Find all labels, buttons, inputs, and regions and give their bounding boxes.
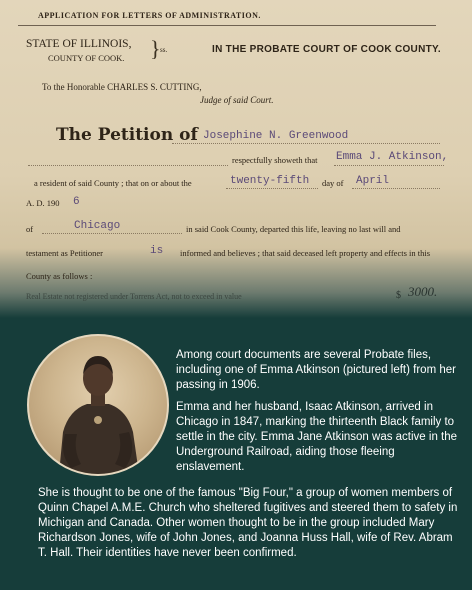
testament-text: testament as Petitioner: [26, 248, 103, 258]
ad-text: A. D. 190: [26, 198, 60, 208]
county-follows-text: County as follows :: [26, 271, 93, 281]
city-dotline: [42, 233, 182, 234]
county-label: COUNTY OF COOK.: [48, 53, 125, 63]
believes-text: informed and believes ; that said deceased left property and effects in this: [180, 248, 431, 258]
ss-label: ss.: [160, 46, 168, 54]
day-dotline: [226, 188, 318, 189]
petition-title: The Petition of: [56, 125, 198, 145]
departed-text: in said Cook County, departed this life, leaving no last will and: [186, 224, 401, 234]
day-of-text: day of: [322, 178, 344, 188]
petitioner-dotline: [172, 143, 440, 144]
brace-mark: }: [150, 36, 161, 61]
death-month: April: [356, 175, 390, 187]
month-dotline: [352, 188, 440, 189]
intro-paragraph: Among court documents are several Probate files, including one of Emma Atkinson (pictured left) from her passing in 1906.: [176, 349, 456, 391]
history-paragraph: Emma and her husband, Isaac Atkinson, arrived in Chicago in 1847, marking the thirteenth Black family to settle in the city. Emma Jane Atkinson was active in the Underground Railroad, aiding those fleeing enslavement.: [176, 401, 458, 473]
honorable-line: To the Honorable CHARLES S. CUTTING,: [42, 82, 202, 92]
is-text: is: [150, 245, 164, 257]
judge-line: Judge of said Court.: [200, 95, 274, 105]
big-four-paragraph: She is thought to be one of the famous "Big Four," a group of women members of Quinn Chapel A.M.E. Church who sheltered fugitives and steered them to safety in Michigan and Canada. Other women thought to be in the group included Mary Richardson Jones, wife of John Jones, and Joanna Huss Hall, wife of Rev. Abram T. Hall. Their identities have never been confirmed.: [38, 487, 458, 559]
dollar-sign: $: [396, 290, 401, 301]
death-day: twenty-fifth: [230, 175, 310, 187]
of-text: of: [26, 224, 34, 234]
year-digit: 6: [73, 196, 80, 208]
document-header: APPLICATION FOR LETTERS OF ADMINISTRATION.: [38, 11, 261, 20]
estate-amount: 3000.: [408, 284, 438, 299]
death-city: Chicago: [74, 220, 121, 232]
real-estate-text: Real Estate not registered under Torrens Act, not to exceed in value: [26, 292, 242, 301]
header-rule: [18, 25, 436, 26]
decedent-name: Emma J. Atkinson,: [336, 151, 449, 163]
court-title: IN THE PROBATE COURT OF COOK COUNTY.: [212, 44, 441, 55]
showeth-dotline: [28, 165, 228, 166]
showeth-text: respectfully showeth that: [232, 155, 318, 165]
state-label: STATE OF ILLINOIS,: [26, 38, 132, 50]
portrait-photo: [27, 334, 169, 476]
woman-figure-icon: [29, 336, 167, 474]
petitioner-name: Josephine N. Greenwood: [203, 130, 349, 142]
resident-text: a resident of said County ; that on or about the: [34, 178, 192, 188]
decedent-dotline: [334, 165, 444, 166]
